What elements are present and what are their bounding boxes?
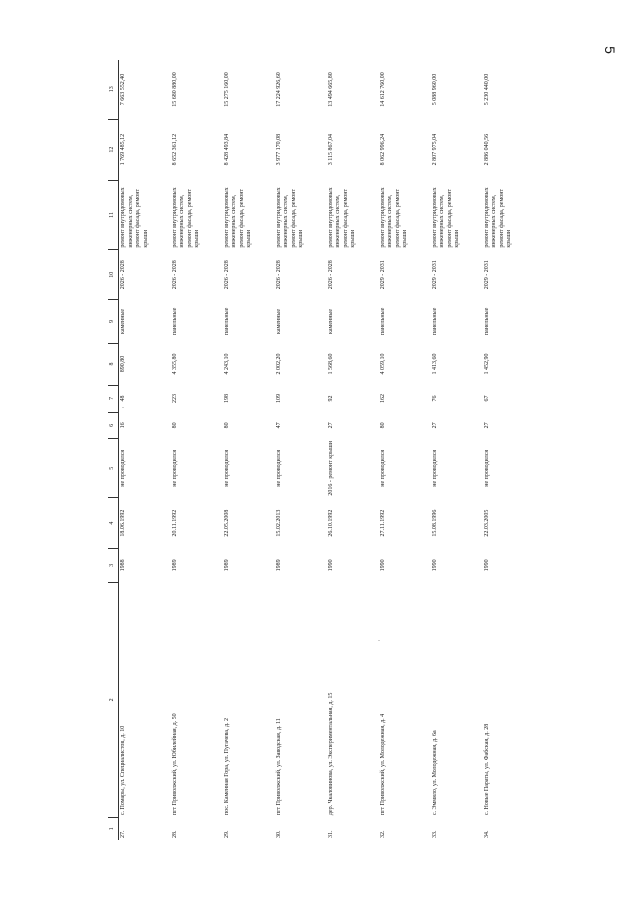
row-number: 34. [483,830,490,838]
floors-cell: 16 [120,422,126,429]
cost-cell: 8 652 361,12 [171,133,178,166]
last-repair-cell: не проводился [223,449,230,487]
column-header: 8 [108,343,119,385]
material-cell: каменные [275,308,282,334]
rotated-table-wrapper [108,60,528,840]
period-cell: 2026 - 2028 [223,260,230,290]
period-cell: 2029 - 2031 [483,260,490,290]
cost-cell: 3 115 867,04 [327,133,334,166]
row-number: 28. [171,830,178,838]
floors-cell: 27 [327,422,334,429]
column-header: 11 [108,180,119,249]
limit-cell: 17 224 926,60 [275,72,282,107]
area-cell: 4 243,10 [223,353,230,375]
table-row [171,60,223,840]
cost-cell: 8 062 996,24 [379,133,386,166]
date-cell: 22.05.2008 [223,509,230,537]
scan-speck [122,407,124,408]
table-row [327,60,379,840]
cost-cell: 2 807 975,04 [431,133,438,166]
row-number: 29. [223,830,230,838]
column-header: 7 [108,385,119,412]
last-repair-cell: не проводился [275,449,282,487]
work-type-cell: ремонт внутридомовых инженерных систем, ремонт фасада, ремонт крыши [483,187,512,248]
row-number: 32. [379,830,386,838]
page-number: 5 [602,46,619,54]
column-header: 4 [108,498,119,548]
area-cell: 2 002,20 [275,353,282,375]
address-cell: пгт Приволжский, ул. Молодежная, д. 4 [379,713,386,816]
cost-cell: 8 428 493,84 [223,133,230,166]
build-year-cell: 1990 [431,559,438,572]
floors-cell: 27 [483,422,490,429]
floors-cell: 80 [379,422,386,429]
date-cell: 27.11.1992 [379,509,386,537]
material-cell: каменные [327,308,334,334]
residents-cell: 198 [223,394,230,404]
last-repair-cell: не проводился [120,449,126,487]
column-header: 9 [108,300,119,343]
limit-cell: 5 230 440,00 [483,73,490,106]
address-cell: с. Новые Параты, ул. Фабская, д. 28 [483,723,490,816]
address-cell: пос. Каменная Гора, ул. Пугачева, д. 2 [223,718,230,816]
residents-cell: 48 [120,395,126,402]
residents-cell: 109 [275,394,282,404]
period-cell: 2029 - 2031 [379,260,386,290]
date-cell: 18.06.1992 [120,509,126,537]
table-row [431,60,483,840]
build-year-cell: 1990 [379,559,386,572]
column-number-header-row [108,60,119,840]
last-repair-cell: не проводился [171,449,178,487]
date-cell: 22.03.2005 [483,509,490,537]
column-header: 13 [108,60,119,119]
limit-cell: 15 275 160,00 [223,72,230,107]
limit-cell: 13 494 665,80 [327,72,334,107]
date-cell: 20.11.1992 [171,509,178,537]
material-cell: панельные [223,307,230,336]
area-cell: 1 568,60 [327,353,334,375]
build-year-cell: 1989 [275,559,282,572]
material-cell: панельные [483,307,490,336]
work-type-cell: ремонт внутридомовых инженерных систем, ремонт фасада, ремонт крыши [379,187,408,248]
limit-cell: 14 612 760,00 [379,72,386,107]
period-cell: 2026 - 2028 [275,260,282,290]
build-year-cell: 1990 [327,559,334,572]
last-repair-cell: не проводился [483,449,490,487]
column-header: 5 [108,439,119,498]
cost-cell: 2 886 040,56 [483,133,490,166]
build-year-cell: 1989 [171,559,178,572]
work-type-cell: ремонт внутридомовых инженерных систем, ремонт фасада, ремонт крыши [275,187,304,248]
work-type-cell: ремонт внутридомовых инженерных систем, ремонт фасада, ремонт крыши [171,187,200,248]
cost-cell: 1 769 485,12 [120,133,126,166]
material-cell: панельные [431,307,438,336]
floors-cell: 47 [275,422,282,429]
floors-cell: 27 [431,422,438,429]
last-repair-cell: не проводился [431,449,438,487]
material-cell: панельные [171,307,178,336]
limit-cell: 5 088 960,00 [431,73,438,106]
floors-cell: 80 [223,422,230,429]
last-repair-cell: 2016 - ремонт крыши [327,441,334,496]
table-row [379,60,431,840]
area-cell: 4 059,10 [379,353,386,375]
floors-cell: 80 [171,422,178,429]
table-row [275,60,327,840]
table-row [119,60,171,840]
work-type-cell: ремонт внутридомовых инженерных систем, ремонт фасада, ремонт крыши [431,187,460,248]
limit-cell: 7 663 552,40 [120,73,126,106]
work-type-cell: ремонт внутридомовых инженерных систем, ремонт фасада, ремонт крыши [327,187,356,248]
period-cell: 2026 - 2028 [171,260,178,290]
period-cell: 2026 - 2028 [327,260,334,290]
column-header: 3 [108,548,119,582]
date-cell: 26.10.1992 [327,509,334,537]
table-row [483,60,535,840]
period-cell: 2029 - 2031 [431,260,438,290]
column-header: 12 [108,119,119,180]
period-cell: 2026 - 2028 [120,260,126,290]
scan-speck [378,640,380,641]
address-cell: с. Эммяло, ул. Молодежная, д. 6а [431,730,438,816]
last-repair-cell: не проводился [379,449,386,487]
row-number: 31. [327,830,334,838]
residents-cell: 67 [483,395,490,402]
area-cell: 1 452,90 [483,353,490,375]
limit-cell: 15 680 880,00 [171,72,178,107]
column-header: 2 [108,583,119,818]
material-cell: каменные [120,308,126,334]
cost-cell: 3 977 170,08 [275,133,282,166]
area-cell: 890,80 [120,355,126,373]
row-number: 30. [275,830,282,838]
area-cell: 1 413,60 [431,353,438,375]
build-year-cell: 1988 [120,559,126,572]
address-cell: дер. Чкаловинова, ул. Экспериментальная, д. 15 [327,692,334,816]
work-type-cell: ремонт внутридомовых инженерных систем, ремонт фасада, ремонт крыши [120,187,149,248]
housing-repair-table [108,60,535,840]
area-cell: 4 355,80 [171,353,178,375]
residents-cell: 92 [327,395,334,402]
address-cell: с. Помары, ул. Специалистов, д. 10 [120,725,126,816]
column-header: 1 [108,817,119,840]
date-cell: 15.02.2013 [275,509,282,537]
table-row [223,60,275,840]
residents-cell: 162 [379,394,386,404]
address-cell: пгт Приволжский, ул. Заводская, д. 11 [275,718,282,816]
work-type-cell: ремонт внутридомовых инженерных систем, ремонт фасада, ремонт крыши [223,187,252,248]
build-year-cell: 1990 [483,559,490,572]
column-header: 10 [108,250,119,300]
date-cell: 15.08.1996 [431,509,438,537]
material-cell: панельные [379,307,386,336]
column-header: 6 [108,412,119,439]
row-number: 33. [431,830,438,838]
residents-cell: 76 [431,395,438,402]
row-number: 27. [120,830,126,838]
address-cell: пгт Приволжский, ул. Юбилейная, д. 50 [171,713,178,816]
residents-cell: 223 [171,394,178,404]
build-year-cell: 1989 [223,559,230,572]
